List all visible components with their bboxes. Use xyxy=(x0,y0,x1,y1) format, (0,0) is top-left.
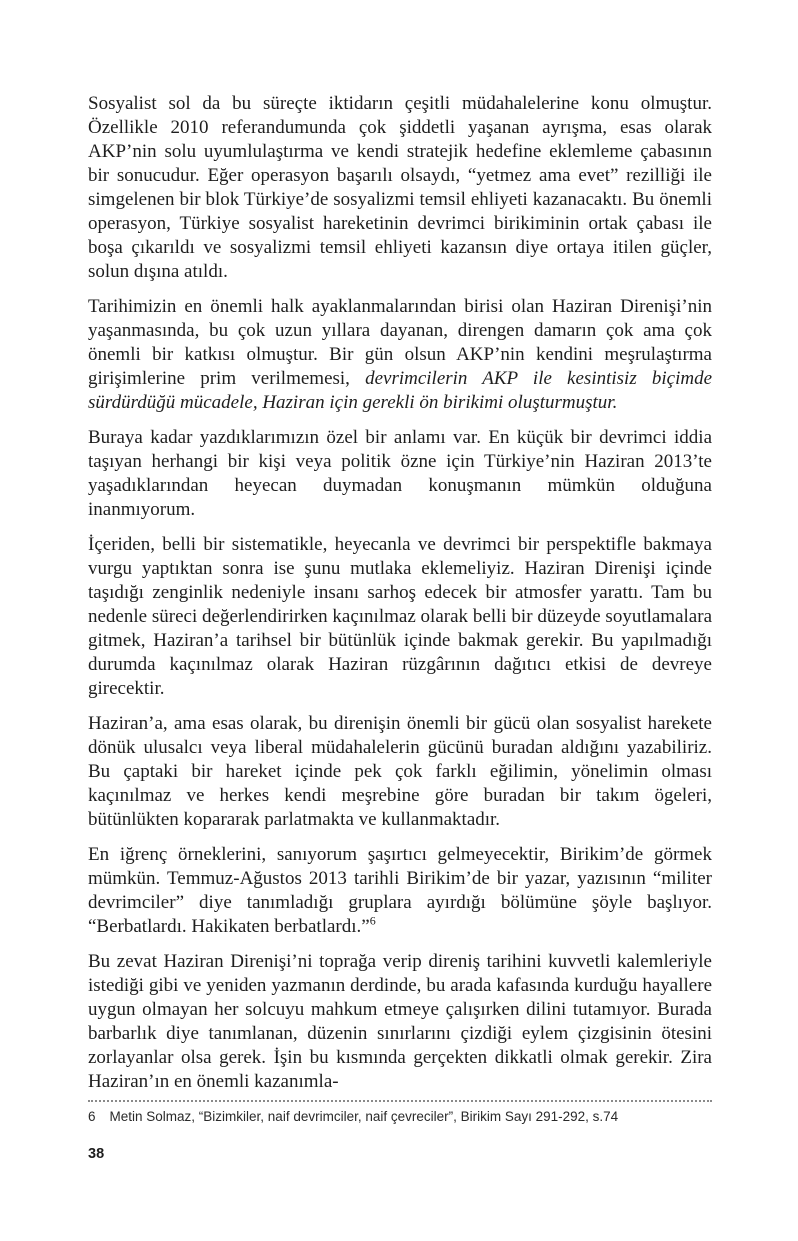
footnote-reference: 6 xyxy=(369,913,376,928)
paragraph: Buraya kadar yazdıklarımızın özel bir anlamı var. En küçük bir devrimci iddia taşıyan herhangi bir kişi veya politik özne için Türkiye’nin Haziran 2013’te yaşadıklarından heyecan duymadan konuşmanın mümkün olduğuna inanmıyorum. xyxy=(88,427,712,520)
footnote-text: Metin Solmaz, “Bizimkiler, naif devrimciler, naif çevreciler”, Birikim Sayı 291-292, s.74 xyxy=(109,1109,619,1124)
body-text xyxy=(88,92,712,1105)
paragraph: İçeriden, belli bir sistematikle, heyecanla ve devrimci bir perspektifle bakmaya vurgu yaptıktan sonra ise şunu mutlaka eklemeliyiz. Haziran Direnişi içinde taşıdığı zenginlik nedeniyle insanı sarhoş edecek bir atmosfer yarattı. Tam bu nedenle süreci değerlendirirken kaçınılmaz olarak belli bir düzeyde soyutlamalara gitmek, Haziran’a tarihsel bir bütünlük içinde bakmak gerekir. Bu yapılmadığı durumda kaçınılmaz olarak Haziran rüzgârının dağıtıcı etkisi de devreye girecektir. xyxy=(88,534,712,699)
page-number: 38 xyxy=(88,1146,105,1162)
paragraph: Haziran’a, ama esas olarak, bu direnişin önemli bir gücü olan sosyalist harekete dönük ulusalcı veya liberal müdahalelerin gücünü buradan aldığını yazabiliriz. Bu çaptaki bir hareket içinde pek çok farklı eğilimin, yönelimin olması kaçınılmaz ve herkes kendi meşrebine göre buradan bir takım ögeleri, bütünlükten kopararak parlatmakta ve kullanmaktadır. xyxy=(88,713,712,830)
paragraph-text: En iğrenç örneklerini, sanıyorum şaşırtıcı gelmeyecektir, Birikim’de görmek mümkün. Temmuz-Ağustos 2013 tarihli Birikim’de bir yazar, yazısının “militer devrimciler” diye tanımladığı gruplara ayırdığı bölümüne şöyle başlıyor. “Berbatlardı. Hakikaten berbatlardı.” xyxy=(88,844,712,937)
paragraph-text: Tarihimizin en önemli halk ayaklanmalarından birisi olan Haziran Direnişi’nin yaşanmasında, bu çok uzun yıllara dayanan, direngen damarın çok ama çok önemli bir katkısı olmuştur. Bir gün olsun AKP’nin kendini meşrulaştırma girişimlerine prim verilmemesi, xyxy=(88,296,712,389)
paragraph: Sosyalist sol da bu süreçte iktidarın çeşitli müdahalelerine konu olmuştur. Özellikle 2010 referandumunda çok şiddetli yaşanan ayrışma, esas olarak AKP’nin solu uyumlulaştırma ve kendi stratejik hedefine eklemleme çabasının bir sonucudur. Eğer operasyon başarılı olsaydı, “yetmez ama evet” rezilliği ile simgelenen bir blok Türkiye’de sosyalizmi temsil ehliyeti kazanacaktı. Bu önemli operasyon, Türkiye sosyalist hareketinin devrimci birikiminin ortak çabası ile boşa çıkarıldı ve sosyalizmi temsil ehliyeti kazansın diye ortaya itilen güçler, solun dışına atıldı. xyxy=(88,93,712,282)
footnote xyxy=(88,1108,712,1125)
paragraph: Bu zevat Haziran Direnişi’ni toprağa verip direniş tarihini kuvvetli kalemleriyle istediği gibi ve yeniden yazmanın derdinde, bu arada kafasında kurduğu hayallere uygun olmayan her solcuyu mahkum etmeye çalışırken dilini tutamıyor. Burada barbarlık diye tanımlanan, düzenin sınırlarını çizdiği eylem çizgisinin ötesini zorlayanlar olsa gerek. İşin bu kısmında gerçekten dikkatli olmak gerekir. Zira Haziran’ın en önemli kazanımla- xyxy=(88,951,712,1092)
footnote-area xyxy=(88,1100,712,1125)
footnote-separator xyxy=(88,1100,712,1102)
footnote-marker: 6 xyxy=(88,1109,96,1124)
paragraph-italic-text: devrimcilerin AKP ile kesintisiz biçimde sürdürdüğü mücadele, Haziran için gerekli ön birikimi oluşturmuştur. xyxy=(88,368,713,413)
paragraph xyxy=(88,843,712,939)
paragraph xyxy=(88,295,712,415)
